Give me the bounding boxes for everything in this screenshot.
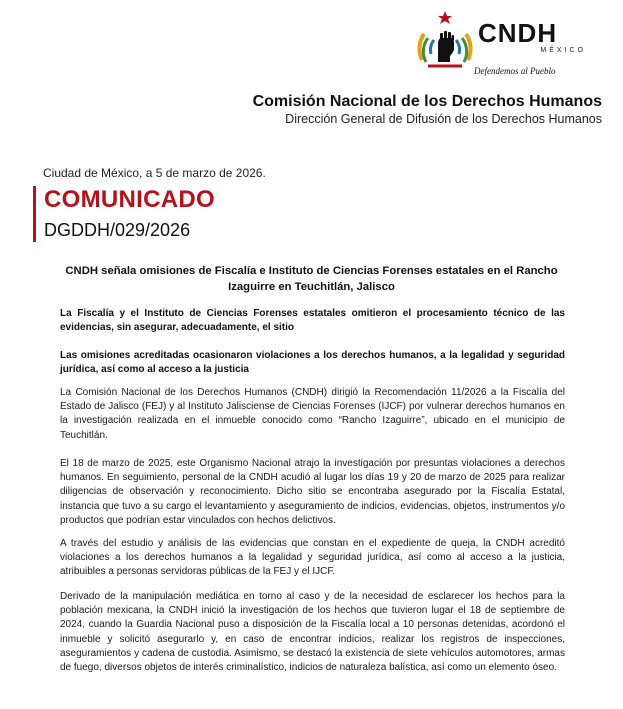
date-line: Ciudad de México, a 5 de marzo de 2026.	[43, 166, 266, 180]
press-headline: CNDH señala omisiones de Fiscalía e Instituto de Ciencias Forenses estatales en el Rancho Izaguirre en Teuchitlán, Jalisco	[65, 265, 558, 293]
comunicado-title: COMUNICADO	[44, 186, 215, 213]
body-paragraph-4: Derivado de la manipulación mediática en torno al caso y de la necesidad de esclarecer los hechos para la población mexicana, la CNDH inició la investigación de los hechos que tuvieron lugar el 18 de septiembre de 2024, cuando la Guardia Nacional puso a disposición de la Fiscalía local a 10 personas detenidas, acordonó el inmueble y solicitó asegurarlo y, en caso de encontrar indicios, realizar los registros de inspecciones, aseguramientos y cadena de custodia. Asimismo, se destacó la existencia de siete vehículos automotores, armas de fuego, diversos objetos de interés criminalístico, indicios de naturaleza balística, así como un elemento óseo.	[60, 591, 565, 674]
logo-slogan: Defendemos al Pueblo	[474, 66, 556, 76]
cndh-logo	[414, 10, 589, 76]
logo-country: MÉXICO	[540, 47, 586, 54]
body-paragraph-3: A través del estudio y análisis de las evidencias que constan en el expediente de queja, la CNDH acreditó violaciones a los derechos humanos a la legalidad y seguridad jurídica, así como al acceso a la justicia, atribuibles a personas servidoras públicas de la FEJ y el IJCF.	[60, 538, 565, 578]
comunicado-code: DGDDH/029/2026	[44, 220, 191, 240]
department-name: Dirección General de Difusión de los Derechos Humanos	[285, 112, 602, 126]
body-paragraph-1: La Comisión Nacional de los Derechos Humanos (CNDH) dirigió la Recomendación 11/2026 a la Fiscalía del Estado de Jalisco (FEJ) y al Instituto Jalisciense de Ciencias Forenses (IJCF) por vulnerar derechos humanos en la investigación realizada en el inmueble conocido como “Rancho Izaguirre”, ubicado en el municipio de Teuchitlán.	[60, 387, 565, 441]
logo-wordmark: CNDH	[478, 18, 558, 48]
organization-name: Comisión Nacional de los Derechos Humanos	[252, 93, 602, 110]
comunicado-block	[33, 186, 215, 242]
subheading-2: Las omisiones acreditadas ocasionaron violaciones a los derechos humanos, a la legalidad y seguridad jurídica, así como al acceso a la justicia	[60, 350, 565, 375]
subheading-1: La Fiscalía y el Instituto de Ciencias Forenses estatales omitieron el procesamiento técnico de las evidencias, sin asegurar, adecuadamente, el sitio	[60, 308, 565, 333]
body-paragraph-2: El 18 de marzo de 2025, este Organismo Nacional atrajo la investigación por presuntas violaciones a derechos humanos. En seguimiento, personal de la CNDH acudió al lugar los días 19 y 20 de marzo de 2025 para realizar diligencias de observación y reconocimiento. Dicho sitio se encontraba asegurado por la Fiscalía Estatal, instancia que tuvo a su cargo el levantamiento y aseguramiento de indicios, evidencias, objetos, instrumentos y/o productos que podrían estar vinculados con hechos delictivos.	[60, 458, 565, 526]
raised-fist-emblem-icon	[414, 10, 476, 72]
